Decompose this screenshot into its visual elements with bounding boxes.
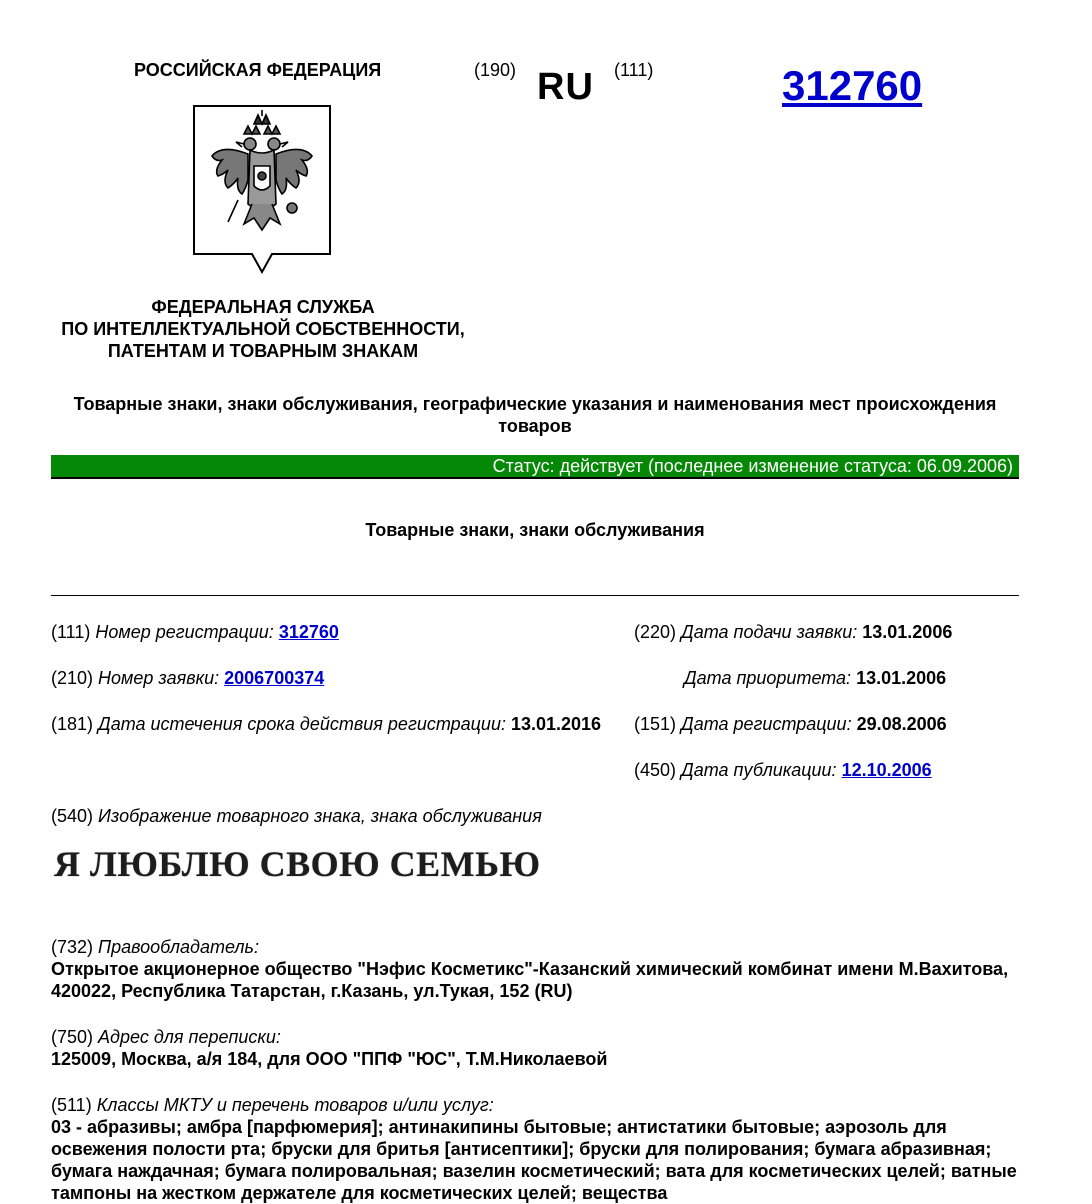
inid-code-190: (190) [474, 60, 517, 80]
field-application-number [51, 667, 324, 689]
status-bar [51, 455, 1019, 479]
russian-coat-of-arms-icon [192, 104, 332, 274]
field-value: 13.01.2016 [510, 714, 602, 734]
registration-number-link[interactable]: 312760 [278, 622, 339, 642]
field-expiration-date [51, 713, 601, 735]
field-application-date [634, 621, 952, 643]
agency-line-3: ПАТЕНТАМ И ТОВАРНЫМ ЗНАКАМ [107, 341, 419, 361]
document-category: Товарные знаки, знаки обслуживания, географические указания и наименования мест происхождения товаров [73, 394, 997, 436]
inid-code: (220) [634, 622, 677, 642]
inid-code: (111) [51, 622, 91, 642]
field-label: Номер регистрации: [95, 622, 274, 642]
inid-code-111: (111) [614, 60, 654, 80]
field-label: Дата истечения срока действия регистрации: [98, 714, 506, 734]
field-value: 03 - абразивы; амбра [парфюмерия]; антинакипины бытовые; антистатики бытовые; аэрозоль для освежения полости рта; бруски для бритья [антисептики]; бруски для полирования; бумага абразивная; бумага наждачная; бумага полировальная; вазелин косметический; вата для косметических целей; ватные тампоны на жестком держателе для косметических целей; вещества [51, 1117, 1017, 1203]
field-value: 13.01.2006 [856, 668, 947, 688]
field-label: Адрес для переписки: [98, 1027, 281, 1047]
field-label: Правообладатель: [98, 937, 260, 957]
trademark-image: Я ЛЮБЛЮ СВОЮ СЕМЬЮ [54, 844, 541, 884]
field-registration-date [634, 713, 947, 735]
field-label: Изображение товарного знака, знака обслуживания [98, 806, 542, 826]
agency-name [40, 296, 486, 362]
field-value: 29.08.2006 [856, 714, 947, 734]
inid-code: (732) [51, 937, 94, 957]
inid-code: (181) [51, 714, 94, 734]
field-classes [51, 1094, 1021, 1204]
status-text: Статус: действует (последнее изменение статуса: 06.09.2006) [492, 456, 1013, 476]
field-label: Дата регистрации: [681, 714, 852, 734]
inid-code: (151) [634, 714, 677, 734]
field-value: 13.01.2006 [862, 622, 953, 642]
inid-code: (450) [634, 760, 677, 780]
country-name: РОССИЙСКАЯ ФЕДЕРАЦИЯ [134, 60, 382, 80]
field-label: Дата публикации: [681, 760, 837, 780]
publication-date-link[interactable]: 12.10.2006 [841, 760, 932, 780]
field-correspondence-address [51, 1026, 1021, 1070]
field-label: Номер заявки: [98, 668, 220, 688]
field-priority-date [684, 667, 946, 689]
inid-code: (750) [51, 1027, 94, 1047]
inid-code: (540) [51, 806, 94, 826]
agency-line-2: ПО ИНТЕЛЛЕКТУАЛЬНОЙ СОБСТВЕННОСТИ, [61, 319, 465, 339]
field-registration-number [51, 621, 339, 643]
field-value: 125009, Москва, а/я 184, для ООО "ППФ "ЮС", Т.М.Николаевой [51, 1049, 608, 1069]
field-trademark-image [51, 805, 542, 827]
section-subtitle: Товарные знаки, знаки обслуживания [365, 520, 705, 540]
agency-line-1: ФЕДЕРАЛЬНАЯ СЛУЖБА [151, 297, 375, 317]
divider [51, 595, 1019, 596]
field-label: Дата подачи заявки: [681, 622, 858, 642]
inid-code: (511) [51, 1095, 92, 1115]
field-label: Классы МКТУ и перечень товаров и/или услуг: [96, 1095, 494, 1115]
field-publication-date [634, 759, 932, 781]
field-rights-holder [51, 936, 1021, 1002]
application-number-link[interactable]: 2006700374 [224, 668, 325, 688]
inid-code: (210) [51, 668, 94, 688]
document-number-link[interactable]: 312760 [782, 62, 923, 109]
field-value: Открытое акционерное общество "Нэфис Косметикс"-Казанский химический комбинат имени М.Вахитова, 420022, Республика Татарстан, г.Казань, ул.Тукая, 152 (RU) [51, 959, 1009, 1001]
field-label: Дата приоритета: [684, 668, 852, 688]
country-code: RU [537, 66, 594, 108]
